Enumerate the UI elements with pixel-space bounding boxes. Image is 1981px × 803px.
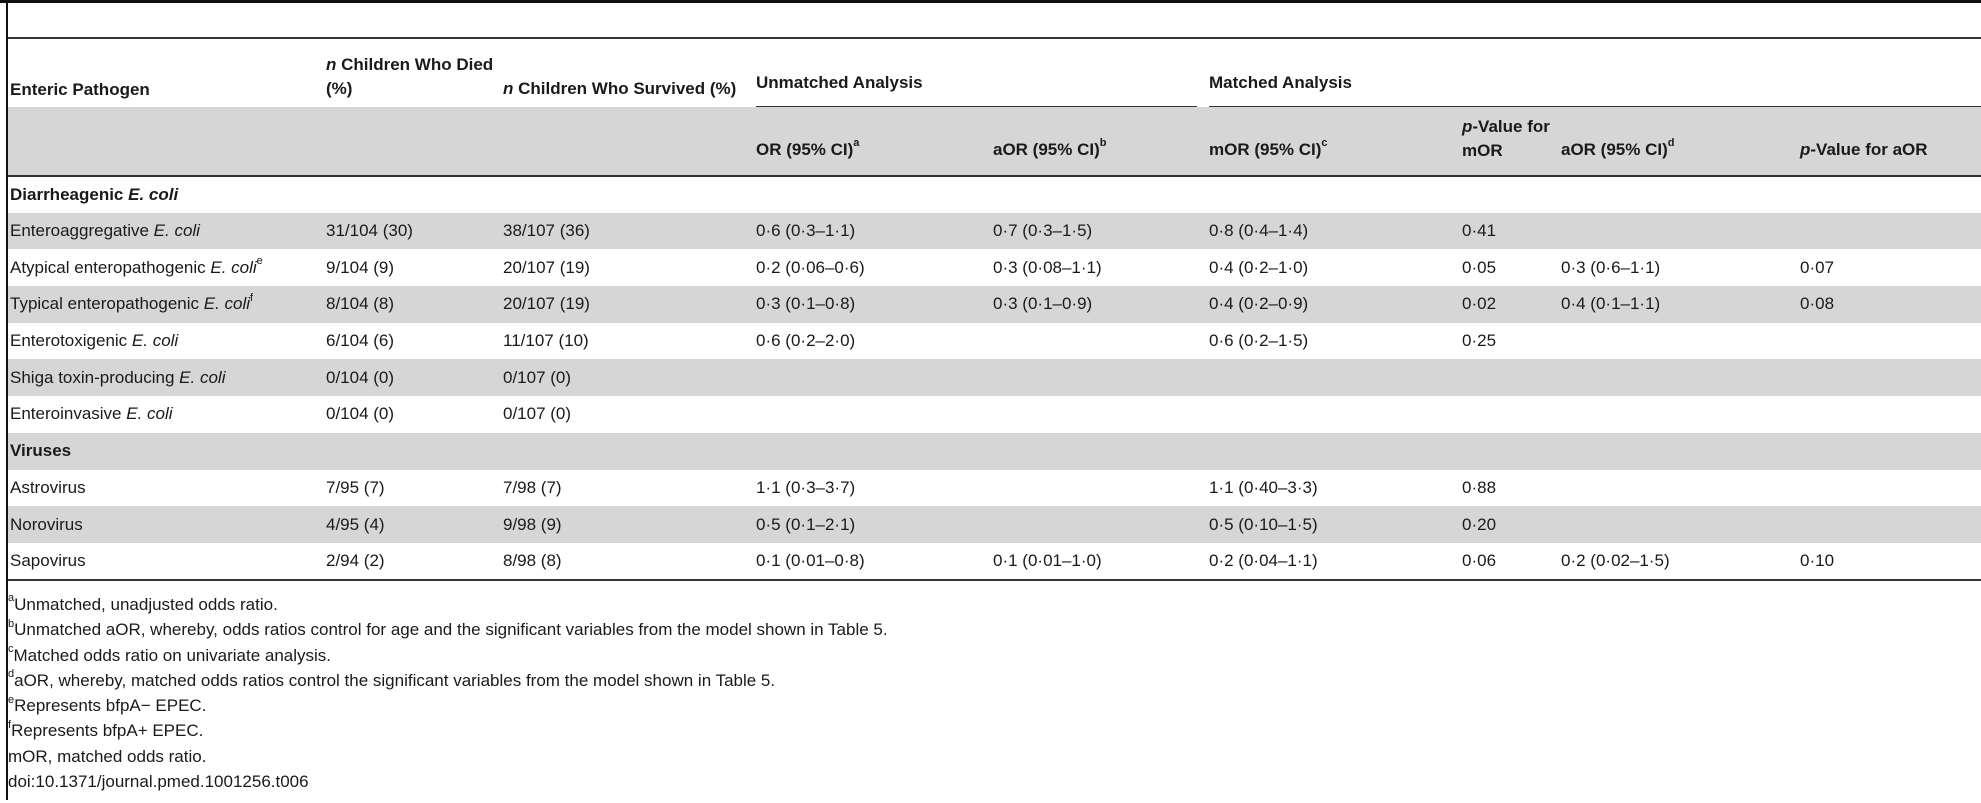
- footnote: $^f$Represents bfpA+ EPEC.: [8, 718, 204, 741]
- section-row-viruses: [8, 433, 1981, 470]
- survived-cell: 7/98 (7): [503, 477, 562, 497]
- aor-cell: 0·3 (0·08–1·1): [993, 257, 1102, 277]
- aor-matched-cell: [1559, 506, 1798, 543]
- col-header-mor: mOR (95% CI)$^c$: [1209, 137, 1328, 159]
- aor-cell: [991, 323, 1207, 360]
- or-cell: 0·1 (0·01–0·8): [756, 550, 865, 570]
- mor-cell: 0·4 (0·2–0·9): [1209, 294, 1309, 314]
- table-row: [8, 286, 1981, 323]
- pathogen-cell: Typical enteropathogenic E. coli$^f$: [10, 291, 254, 314]
- or-cell: 0·3 (0·1–0·8): [756, 294, 856, 314]
- header-row-2: [8, 107, 1981, 176]
- aor-matched-cell: [1559, 470, 1798, 507]
- footnote: doi:10.1371/journal.pmed.1001256.t006: [8, 772, 309, 792]
- mor-cell: 0·8 (0·4–1·4): [1209, 221, 1309, 241]
- p-mor-cell: 0·25: [1462, 331, 1497, 351]
- died-cell: 7/95 (7): [326, 477, 385, 497]
- died-cell: 31/104 (30): [326, 221, 413, 241]
- died-cell: 2/94 (2): [326, 550, 385, 570]
- footnote: $^b$Unmatched aOR, whereby, odds ratios control for age and the significant variables from the model shown in Table 5.: [8, 617, 888, 640]
- died-cell: 6/104 (6): [326, 331, 395, 351]
- pathogen-cell: Enteroaggregative E. coli: [10, 221, 200, 241]
- p-mor-cell: 0·20: [1462, 514, 1497, 534]
- or-cell: 0·5 (0·1–2·1): [756, 514, 856, 534]
- p-aor-cell: [1798, 506, 1981, 543]
- mor-cell: 0·4 (0·2–1·0): [1209, 257, 1309, 277]
- p-aor-cell: [1798, 359, 1981, 396]
- survived-cell: 0/107 (0): [503, 367, 572, 387]
- aor-matched-cell: 0·3 (0·6–1·1): [1561, 257, 1661, 277]
- col-header-survived: n Children Who Survived (%): [503, 79, 737, 98]
- aor-matched-cell: [1559, 396, 1798, 433]
- table-row: [8, 470, 1981, 507]
- table-row: [8, 359, 1981, 396]
- survived-cell: 0/107 (0): [503, 404, 572, 424]
- section-row-ecoli: [8, 176, 1981, 213]
- p-mor-cell: [1460, 359, 1559, 396]
- aor-cell: 0·3 (0·1–0·9): [993, 294, 1093, 314]
- footnote: $^a$Unmatched, unadjusted odds ratio.: [8, 592, 278, 614]
- mor-cell: 0·6 (0·2–1·5): [1209, 331, 1309, 351]
- survived-cell: 11/107 (10): [503, 331, 589, 351]
- or-cell: 0·6 (0·2–2·0): [756, 331, 856, 351]
- p-aor-cell: [1798, 396, 1981, 433]
- died-cell: 4/95 (4): [326, 514, 385, 534]
- died-cell: 0/104 (0): [326, 404, 395, 424]
- col-header-p-aor: p-Value for aOR: [1800, 140, 1928, 159]
- header-row-1: [8, 39, 1981, 107]
- p-aor-cell: 0·10: [1800, 550, 1835, 570]
- p-mor-cell: 0·05: [1462, 257, 1497, 277]
- p-aor-cell: 0·07: [1800, 257, 1835, 277]
- p-aor-cell: 0·08: [1800, 294, 1835, 314]
- col-group-unmatched: Unmatched Analysis: [754, 39, 1207, 107]
- p-mor-cell: 0·88: [1462, 477, 1497, 497]
- table-row: [8, 506, 1981, 543]
- footnote: $^d$aOR, whereby, matched odds ratios control the significant variables from the model shown in Table 5.: [8, 668, 776, 690]
- p-aor-cell: [1798, 470, 1981, 507]
- or-cell: [754, 396, 991, 433]
- col-header-p-mor: p-Value for mOR: [1462, 117, 1550, 160]
- p-aor-cell: [1798, 213, 1981, 250]
- aor-matched-cell: [1559, 359, 1798, 396]
- pathogen-cell: Shiga toxin-producing E. coli: [10, 367, 226, 387]
- aor-matched-cell: [1559, 323, 1798, 360]
- aor-cell: [991, 359, 1207, 396]
- aor-matched-cell: 0·4 (0·1–1·1): [1561, 294, 1661, 314]
- died-cell: 8/104 (8): [326, 294, 395, 314]
- or-cell: [754, 359, 991, 396]
- survived-cell: 20/107 (19): [503, 257, 590, 277]
- survived-cell: 20/107 (19): [503, 294, 590, 314]
- pathogen-cell: Norovirus: [10, 514, 83, 534]
- table-row: [8, 249, 1981, 286]
- section-label: Diarrheagenic E. coli: [10, 184, 179, 204]
- aor-matched-cell: 0·2 (0·02–1·5): [1561, 550, 1670, 570]
- p-mor-cell: 0·06: [1462, 550, 1497, 570]
- aor-cell: [991, 470, 1207, 507]
- survived-cell: 9/98 (9): [503, 514, 562, 534]
- pathogen-cell: Astrovirus: [10, 477, 86, 497]
- mor-cell: 0·2 (0·04–1·1): [1209, 550, 1318, 570]
- aor-cell: 0·7 (0·3–1·5): [993, 221, 1093, 241]
- pathogen-cell: Atypical enteropathogenic E. coli$^e$: [10, 255, 263, 277]
- died-cell: 0/104 (0): [326, 367, 395, 387]
- table-row: [8, 213, 1981, 250]
- aor-cell: [991, 396, 1207, 433]
- table-footnotes: [8, 592, 1968, 794]
- p-aor-cell: [1798, 323, 1981, 360]
- table-row: [8, 323, 1981, 360]
- col-header-pathogen: Enteric Pathogen: [10, 80, 150, 99]
- p-mor-cell: [1460, 396, 1559, 433]
- pathogen-cell: Enteroinvasive E. coli: [10, 404, 173, 424]
- p-mor-cell: 0·02: [1462, 294, 1497, 314]
- col-group-matched: Matched Analysis: [1207, 39, 1981, 107]
- pathogen-cell: Sapovirus: [10, 550, 86, 570]
- footnote: $^c$Matched odds ratio on univariate analysis.: [8, 642, 332, 665]
- mor-cell: [1207, 396, 1460, 433]
- col-header-aor: aOR (95% CI)$^b$: [993, 137, 1107, 159]
- survived-cell: 8/98 (8): [503, 550, 562, 570]
- col-header-aor-matched: aOR (95% CI)$^d$: [1561, 137, 1675, 159]
- mor-cell: 0·5 (0·10–1·5): [1209, 514, 1318, 534]
- col-header-died: n Children Who Died (%): [326, 55, 494, 98]
- survived-cell: 38/107 (36): [503, 221, 590, 241]
- aor-cell: [991, 506, 1207, 543]
- section-label: Viruses: [10, 441, 72, 461]
- or-cell: 0·2 (0·06–0·6): [756, 257, 865, 277]
- mor-cell: 1·1 (0·40–3·3): [1209, 477, 1318, 497]
- died-cell: 9/104 (9): [326, 257, 395, 277]
- aor-cell: 0·1 (0·01–1·0): [993, 550, 1102, 570]
- footnote: mOR, matched odds ratio.: [8, 746, 207, 766]
- results-table: [8, 39, 1981, 581]
- col-header-or: OR (95% CI)$^a$: [756, 137, 860, 159]
- table-row: [8, 543, 1981, 580]
- aor-matched-cell: [1559, 213, 1798, 250]
- mor-cell: [1207, 359, 1460, 396]
- or-cell: 0·6 (0·3–1·1): [756, 221, 856, 241]
- or-cell: 1·1 (0·3–3·7): [756, 477, 856, 497]
- footnote: $^e$Represents bfpA− EPEC.: [8, 693, 207, 716]
- table-row: [8, 396, 1981, 433]
- pathogen-cell: Enterotoxigenic E. coli: [10, 331, 179, 351]
- p-mor-cell: 0·41: [1462, 221, 1497, 241]
